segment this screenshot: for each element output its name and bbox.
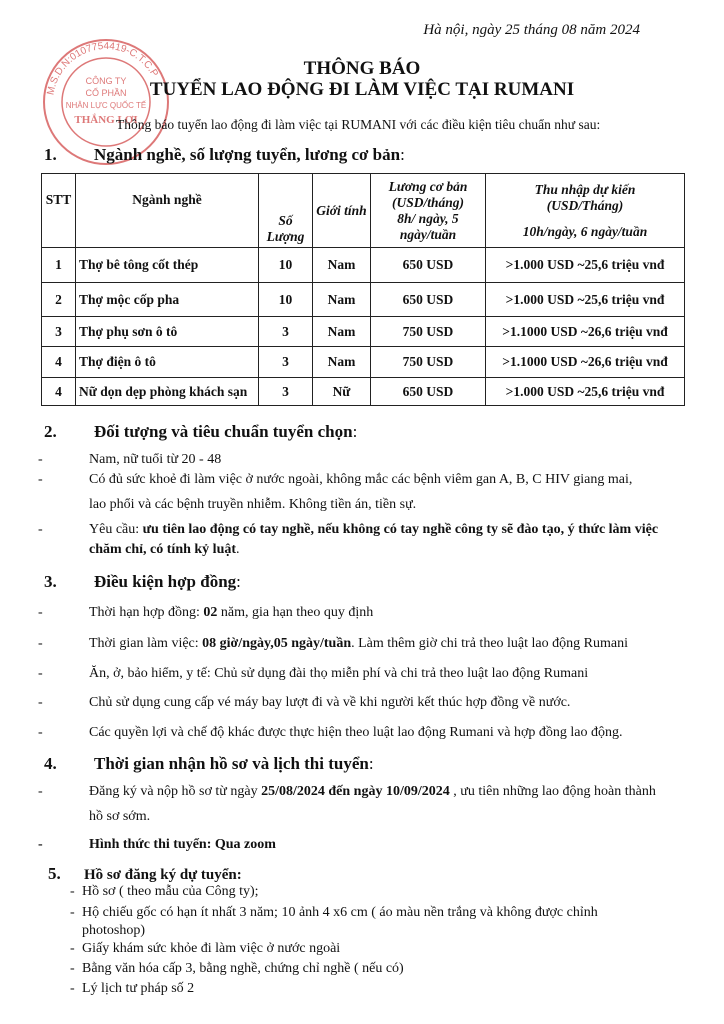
section-5-heading: 5. Hồ sơ đăng ký dự tuyển: — [48, 864, 242, 883]
date-line: Hà nội, ngày 25 tháng 08 năm 2024 — [423, 22, 640, 38]
table-header-row: STT Ngành nghề Số Lượng Giới tính Lương cơ bản (USD/tháng) 8h/ ngày, 5 ngày/tuần Thu nhập dự kiến (USD/Tháng) 10h/ngày, 6 ngày/tuần — [42, 174, 685, 248]
list-item: - Bằng văn hóa cấp 3, bằng nghề, chứng chỉ nghề ( nếu có) — [70, 961, 404, 976]
table-row: 2 Thợ mộc cốp pha 10 Nam 650 USD >1.000 USD ~25,6 triệu vnđ — [42, 283, 685, 317]
list-item-cont: photoshop) — [82, 923, 145, 938]
svg-text:M.S.D.N:0107754419-C.T.C.P: M.S.D.N:0107754419-C.T.C.P — [45, 40, 160, 96]
document-page: M.S.D.N:0107754419-C.T.C.P CÔNG TY CỔ PHẦN NHÂN LỰC QUỐC TẾ THẮNG LỢI Hà nội, ngày 25 tháng 08 năm 2024 THÔNG BÁO TUYỂN LAO ĐỘNG ĐI LÀM VIỆC TẠI RUMANI Thông báo tuyển lao động đi làm việc tại RUMANI với các điều kiện tiêu chuẩn như sau: 1. Ngành nghề, số lượng tuyển, lương cơ bản: STT Ngành nghề Số Lượng Giới tính Lương cơ bản (USD/tháng) 8h/ ngày, 5 ngày/tuần Thu nhập dự kiến (USD/Tháng) 10h/ngày, 6 ngày/tuần 1 Thợ bê tông cốt thép 10 Nam 650 USD >1.000 USD ~25,6 triệu vnđ 2 Thợ mộc cốp pha 10 Nam 650 USD >1.000 USD ~25,6 triệu vnđ 3 Thợ phụ sơn ô tô 3 Nam 750 USD >1.1000 USD ~26,6 triệu vnđ 4 Thợ điện ô tô 3 Nam 750 USD >1.1000 USD ~26,6 triệu vnđ 4 Nữ dọn dẹp phòng khách sạn 3 Nữ 650 USD >1.000 USD ~25,6 triệu vnđ 2. Đối tượng và tiêu chuẩn tuyển chọn: - Nam, nữ tuổi từ 20 - 48 - Có đủ sức khoẻ đi làm việc ở nước ngoài, không mắc các bệnh viêm gan A, B, C HIV giang mai, lao phổi và các bệnh truyền nhiễm. Không tiền án, tiền sự. - Yêu cầu: ưu tiên lao động có tay nghề, nếu không có tay nghề công ty sẽ đào tạo, ý thức làm việc chăm chỉ, có tính kỷ luật. 3. Điều kiện hợp đồng: - Thời hạn hợp đồng: 02 năm, gia hạn theo quy định - Thời gian làm việc: 08 giờ/ngày,05 ngày/tuần. Làm thêm giờ chi trả theo luật lao động Rumani - Ăn, ở, bảo hiểm, y tế: Chủ sử dụng đài thọ miễn phí và chi trả theo luật lao động Rumani - Chủ sử dụng cung cấp vé máy bay lượt đi và về khi người kết thúc hợp đồng về nước. - Các quyền lợi và chế độ khác được thực hiện theo luật lao động Rumani và hợp đồng lao động. 4. Thời gian nhận hồ sơ và lịch thi tuyển: - Đăng ký và nộp hồ sơ từ ngày 25/08/2024 đến ngày 10/09/2024 , ưu tiên những lao động hoàn thành hồ sơ sớm. - Hình thức thi tuyển: Qua zoom 5. Hồ sơ đăng ký dự tuyển: - Hồ sơ ( theo mẫu của Công ty); - Hộ chiếu gốc có hạn ít nhất 3 năm; 10 ảnh 4 x6 cm ( áo màu nền trắng và không được chỉnh photoshop) - Giấy khám sức khỏe đi làm việc ở nước ngoài - Bằng văn hóa cấp 3, bằng nghề, chứng chỉ nghề ( nếu có) - Lý lịch tư pháp số 2 — [0, 0, 724, 1024]
section-2-heading: 2. Đối tượng và tiêu chuẩn tuyển chọn: — [44, 422, 358, 441]
title-line-1: THÔNG BÁO — [303, 58, 421, 79]
jobs-table — [41, 173, 685, 406]
list-item: - Hộ chiếu gốc có hạn ít nhất 3 năm; 10 ảnh 4 x6 cm ( áo màu nền trắng và không được chỉnh — [70, 905, 598, 920]
list-item: - Hồ sơ ( theo mẫu của Công ty); — [70, 884, 259, 899]
intro-text: Thông báo tuyển lao động đi làm việc tại RUMANI với các điều kiện tiêu chuẩn như sau: — [116, 117, 601, 132]
section-4-heading: 4. Thời gian nhận hồ sơ và lịch thi tuyển: — [44, 754, 374, 773]
list-item: - Giấy khám sức khỏe đi làm việc ở nước ngoài — [70, 941, 341, 956]
title-line-2: TUYỂN LAO ĐỘNG ĐI LÀM VIỆC TẠI RUMANI — [149, 79, 575, 100]
svg-text:THẮNG LỢI: THẮNG LỢI — [74, 114, 138, 126]
list-item: - Lý lịch tư pháp số 2 — [70, 981, 195, 996]
svg-text:NHÂN LỰC QUỐC TẾ: NHÂN LỰC QUỐC TẾ — [65, 101, 147, 110]
svg-text:CỔ PHẦN: CỔ PHẦN — [85, 88, 127, 98]
table-row: 1 Thợ bê tông cốt thép 10 Nam 650 USD >1.000 USD ~25,6 triệu vnđ — [42, 248, 685, 283]
table-row: 4 Nữ dọn dẹp phòng khách sạn 3 Nữ 650 USD >1.000 USD ~25,6 triệu vnđ — [42, 378, 685, 406]
section-3-heading: 3. Điều kiện hợp đồng: — [44, 572, 241, 591]
table-row: 3 Thợ phụ sơn ô tô 3 Nam 750 USD >1.1000 USD ~26,6 triệu vnđ — [42, 317, 685, 347]
table-row: 4 Thợ điện ô tô 3 Nam 750 USD >1.1000 USD ~26,6 triệu vnđ — [42, 347, 685, 378]
section-1-heading: 1. Ngành nghề, số lượng tuyển, lương cơ bản: — [44, 145, 405, 164]
svg-text:CÔNG TY: CÔNG TY — [85, 76, 127, 86]
